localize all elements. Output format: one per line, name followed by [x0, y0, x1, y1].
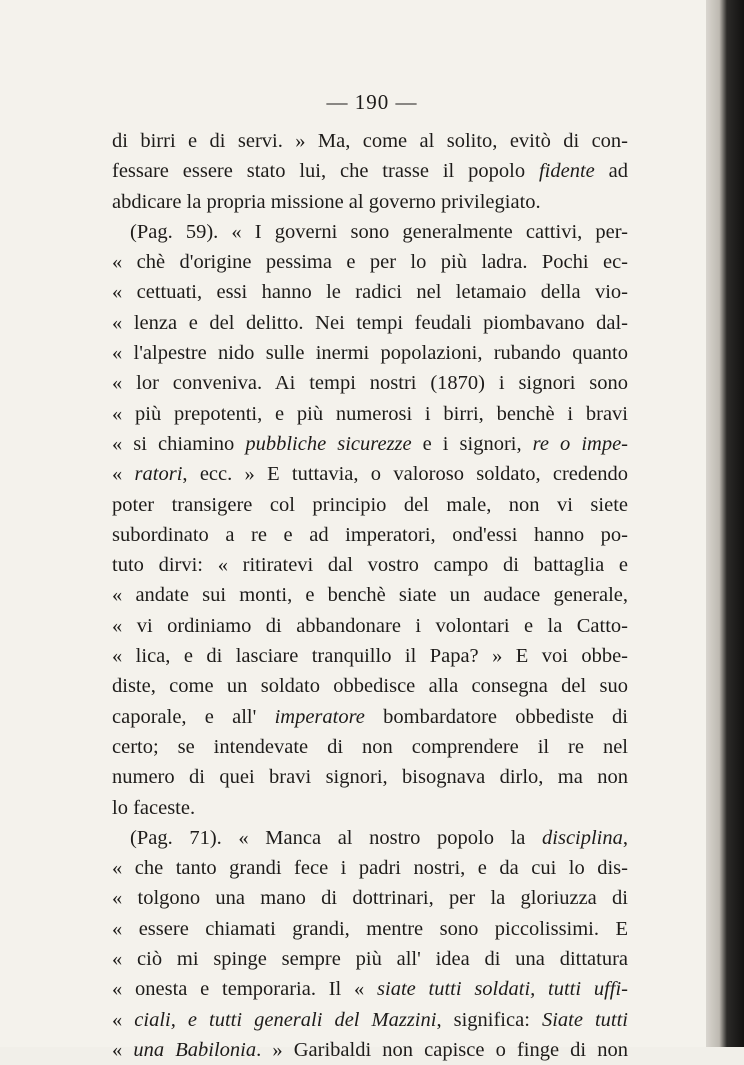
text-line	[112, 520, 628, 550]
text-line	[112, 156, 628, 186]
text-run: poter transigere col principio del male, non vi siete	[112, 493, 628, 516]
text-run: (Pag. 59). « I governi sono generalmente cattivi, per-	[130, 220, 628, 243]
italic-text: pubbliche sicurezze	[245, 432, 412, 455]
text-line	[112, 338, 628, 368]
text-line	[112, 944, 628, 974]
text-line	[112, 762, 628, 792]
text-line	[112, 187, 628, 217]
text-run: ad	[594, 160, 628, 183]
italic-text: una Babilonia	[133, 1038, 257, 1061]
text-run: tuto dirvi: « ritiratevi dal vostro campo di battaglia e	[112, 554, 628, 577]
text-line	[112, 277, 628, 307]
italic-text: ratori	[134, 463, 183, 486]
text-run: « più prepotenti, e più numerosi i birri, benchè i bravi	[112, 402, 628, 425]
book-spine-shadow	[706, 0, 744, 1047]
italic-text: imperatore	[274, 705, 365, 728]
italic-text: fidente	[538, 160, 595, 183]
text-run: « lica, e di lasciare tranquillo il Papa? » E voi obbe-	[112, 645, 628, 668]
body-text	[112, 126, 628, 1065]
text-line	[112, 429, 628, 459]
italic-text: ciali, e tutti generali del Mazzini	[134, 1008, 437, 1031]
text-line	[112, 247, 628, 277]
text-line	[112, 641, 628, 671]
paragraph	[112, 823, 628, 1065]
text-run: . » Garibaldi non capisce o finge di non	[256, 1038, 628, 1061]
paragraph	[112, 217, 628, 823]
text-run: di birri e di servi. » Ma, come al solito, evitò di con-	[112, 130, 628, 152]
text-run: « l'alpestre nido sulle inermi popolazioni, rubando quanto	[112, 342, 628, 365]
text-run: (Pag. 71). « Manca al nostro popolo la	[130, 826, 543, 849]
text-run: « che tanto grandi fece i padri nostri, e da cui lo dis-	[112, 857, 628, 880]
text-run: e i signori,	[411, 432, 533, 455]
text-run: « chè d'origine pessima e per lo più ladra. Pochi ec-	[112, 251, 628, 274]
italic-text: siate tutti soldati, tutti uffi-	[377, 978, 628, 1001]
text-line	[112, 611, 628, 641]
text-run: «	[112, 463, 135, 486]
text-line	[112, 793, 628, 823]
text-line	[112, 550, 628, 580]
text-run: « si chiamino	[112, 432, 246, 455]
text-line	[112, 490, 628, 520]
text-run: caporale, e all'	[112, 705, 275, 728]
text-line	[112, 217, 628, 247]
text-run: « tolgono una mano di dottrinari, per la gloriuzza di	[112, 887, 628, 910]
page-number: — 190 —	[326, 90, 418, 114]
text-run: lo faceste.	[112, 796, 196, 819]
text-run: « andate sui monti, e benchè siate un audace generale,	[112, 584, 628, 607]
text-run: « vi ordiniamo di abbandonare i volontari e la Catto-	[112, 614, 628, 637]
text-run: diste, come un soldato obbedisce alla consegna del suo	[112, 675, 628, 698]
text-run: , significa:	[436, 1008, 542, 1031]
text-line	[112, 126, 628, 156]
text-run: « ciò mi spinge sempre più all' idea di una dittatura	[112, 948, 628, 971]
text-line	[112, 399, 628, 429]
text-line	[112, 974, 628, 1004]
text-line	[112, 883, 628, 913]
text-line	[112, 671, 628, 701]
paragraph	[112, 126, 628, 217]
text-run: certo; se intendevate di non comprendere il re nel	[112, 735, 628, 758]
text-run: fessare essere stato lui, che trasse il popolo	[112, 160, 539, 183]
italic-text: re o impe-	[532, 432, 628, 455]
text-line	[112, 308, 628, 338]
text-run: , ecc. » E tuttavia, o valoroso soldato, credendo	[182, 463, 628, 486]
text-line	[112, 823, 628, 853]
text-line	[112, 1035, 628, 1065]
text-run: « essere chiamati grandi, mentre sono piccolissimi. E	[112, 917, 628, 940]
text-line	[112, 702, 628, 732]
italic-text: Siate tutti	[541, 1008, 628, 1031]
text-line	[112, 914, 628, 944]
text-run: « onesta e temporaria. Il «	[112, 978, 378, 1001]
text-run: «	[112, 1038, 134, 1061]
text-line	[112, 368, 628, 398]
text-line	[112, 853, 628, 883]
text-run: « lenza e del delitto. Nei tempi feudali piombavano dal-	[112, 311, 628, 334]
text-run: abdicare la propria missione al governo privilegiato.	[112, 190, 541, 213]
italic-text: disciplina	[542, 826, 623, 849]
text-run: « cettuati, essi hanno le radici nel letamaio della vio-	[112, 281, 628, 304]
text-run: ,	[622, 826, 628, 849]
text-line	[112, 580, 628, 610]
text-line	[112, 732, 628, 762]
text-run: numero di quei bravi signori, bisognava dirlo, ma non	[112, 766, 628, 789]
text-run: subordinato a re e ad imperatori, ond'essi hanno po-	[112, 523, 628, 546]
text-line	[112, 1005, 628, 1035]
text-line	[112, 459, 628, 489]
text-run: bombardatore obbediste di	[364, 705, 628, 728]
text-run: «	[112, 1008, 135, 1031]
text-run: « lor conveniva. Ai tempi nostri (1870) i signori sono	[112, 372, 628, 395]
